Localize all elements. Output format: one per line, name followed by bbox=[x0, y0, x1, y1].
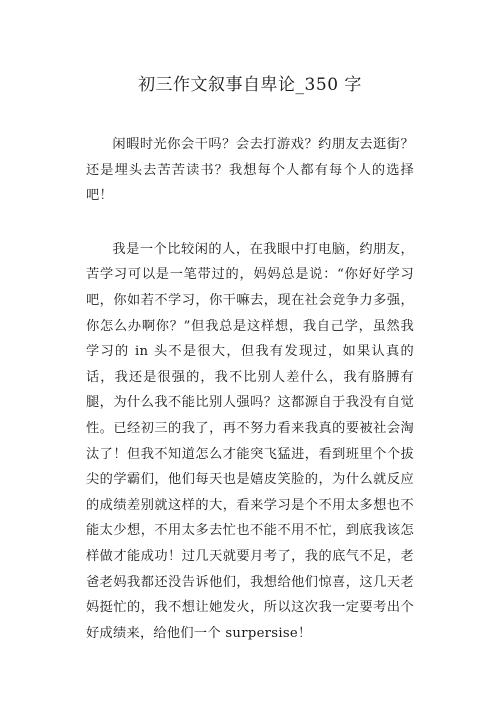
paragraph-2: 我是一个比较闲的人，在我眼中打电脑，约朋友，苦学习可以是一笔带过的，妈妈总是说：“你好好学习吧，你如若不学习，你干嘛去，现在社会竞争力多强，你怎么办啊你？”但我总是这样想，我自己学，虽然我学习的 in 头不是很大，但我有发现过，如果认真的话，我还是很强的，我不比别人差什么，我有胳膊有腿，为什么我不能比别人强吗？这都源自于我没有自觉性。已经初三的我了，再不努力看来我真的要被社会淘汰了！但我不知道怎么才能突飞猛进，看到班里个个拔尖的学霸们，他们每天也是嬉皮笑脸的，为什么就反应的成绩差别就这样的大，看来学习是个不用太多想也不能太少想，不用太多去忙也不能不用不忙，到底我该怎样做才能成功！过几天就要月考了，我的底气不足，老爸老妈我都还没告诉他们，我想给他们惊喜，这几天老妈挺忙的，我不想让她发火，所以这次我一定要考出个好成绩来，给他们一个 surpersise！ bbox=[86, 241, 414, 641]
paragraph-1: 闲暇时光你会干吗？会去打游戏？约朋友去逛街？还是埋头去苦苦读书？我想每个人都有每个人的选择吧！ bbox=[86, 137, 414, 204]
document-title: 初三作文叙事自卑论_350 字 bbox=[138, 75, 362, 95]
